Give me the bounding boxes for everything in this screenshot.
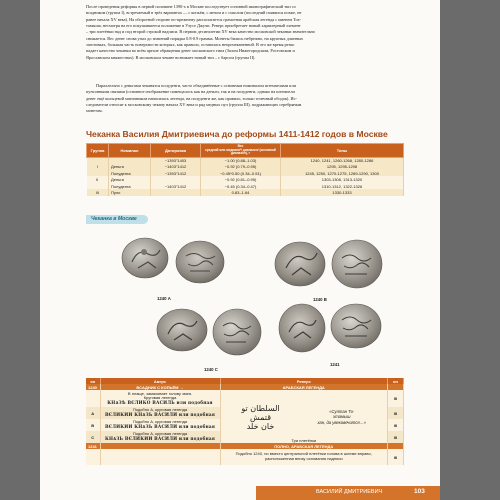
cell-group: I: [87, 164, 109, 170]
cell-types: 1310-1312, 1322-1326: [281, 183, 404, 189]
col-header-nominal: Номинал: [109, 144, 151, 158]
cell-date: ~1403"1412: [151, 164, 201, 170]
col-header-reverse: Реверс: [220, 378, 388, 384]
intro-line: падает качество чеканки во всём ареале обращения денег московского типа (Залом Нижегородским, Ростовском и: [86, 48, 295, 54]
intro-line: всадником (группа I), встречаемый в трёх вариантах — с копьём, с мечом и с соколом (последний появился позже, не: [86, 10, 302, 16]
intro-line: После проведения реформы в первой половине 1390-х в Москве последствует основной иконографический тип со: [86, 4, 296, 9]
band-obverse-title: ВСАДНИК С КОПЬЁМ →: [100, 384, 220, 390]
coin-label-1241: 1241: [330, 362, 340, 367]
coin-1240c-obverse: [157, 309, 207, 351]
section-title: Чеканка Василия Дмитриевича до реформы 1411-1412 годов в Москве: [86, 129, 388, 139]
cell-obverse: [100, 449, 220, 465]
cell-grade: III: [388, 419, 404, 431]
band-reverse-title: ПОЛНО, АРАБСКАЯ ЛЕГЕНДА: [220, 443, 388, 449]
intro-line: Ярославском княжествах). В московском чекане возникает новый тип – с барсом (группа II).: [86, 54, 256, 60]
para2-line: монетам.: [86, 108, 103, 114]
col-header-group: Группа: [87, 144, 109, 158]
arabic-line: قتمش: [249, 412, 272, 422]
coin-label-1240b: 1240 B: [313, 297, 327, 302]
cell-types: 1330-1333: [281, 189, 404, 195]
cell-weight: 0.83–1.64: [201, 189, 281, 195]
band-type-number: 1241: [86, 443, 100, 449]
cell-obverse: [100, 431, 220, 443]
cell-nominal: Полуденга: [109, 170, 151, 176]
table-row: [86, 390, 404, 407]
cell-id: [86, 449, 100, 465]
obverse-legend-label: Круговая легенда: [143, 395, 177, 401]
coin-label-1240a: 1240 А: [157, 296, 171, 301]
arabic-line: خان خلد: [246, 421, 275, 431]
coin-1241-obverse: [279, 304, 325, 352]
coin-1240b-reverse: [332, 240, 382, 288]
coin-1241-reverse: [331, 304, 381, 348]
cell-date: [151, 189, 201, 195]
intro-paragraph: [86, 4, 404, 61]
cell-weight: ~0.92 (0.79–0.95): [201, 164, 281, 170]
cell-obverse: [100, 407, 220, 419]
minting-table: [86, 143, 404, 196]
para2-line: денег ещё кольцевой матичником нанасилась легенда, на полуденги же, как правило, только точечный ободок). Ис-: [86, 95, 297, 101]
cell-grade: III: [388, 390, 404, 407]
coin-1240a-reverse: [176, 241, 224, 283]
intro-line: ранее начала XV века). На оборотной стороне по-прежнему располагается грамотная арабская легенда с именем Тох-: [86, 16, 302, 22]
cell-nominal: Деньга: [109, 164, 151, 170]
cell-id: A: [86, 407, 100, 419]
obverse-desc: Подобно A, круговая легенда: [132, 431, 188, 437]
table-row: [87, 189, 404, 195]
band-reverse-title: АРАБСКАЯ ЛЕГЕНДА: [220, 384, 388, 390]
cell-reverse: [220, 390, 388, 443]
cell-date: ~1403"1412: [151, 183, 201, 189]
cell-id: [86, 390, 100, 407]
para2-line: следователи относят к московскому чекану начала XV века и ряд медных пул (группа III), подражающих серебряным: [86, 102, 302, 108]
page-number: 103: [414, 488, 425, 495]
col-header-weight: Вес средний или медиана*/ диапазон/ (основной диапазон), г: [201, 144, 281, 158]
para2-line: пунсонными связями (основное изображение помещалось как на деньги, так и на полуденги, однако на штемпели: [86, 89, 295, 95]
running-head: ВАСИЛИЙ ДМИТРИЕВИЧ: [316, 489, 383, 495]
col-header-obverse: Аверс: [100, 378, 220, 384]
col-header-date: Датировка: [151, 144, 201, 158]
arabic-line: السلطان تو: [241, 403, 280, 413]
page-footer: [40, 486, 440, 500]
obverse-legend: КНѦЗЬ ВЄЛИКИИ ВАСИЛИ или подобная: [104, 436, 216, 441]
table-row: [86, 449, 404, 465]
cell-obverse: [100, 390, 220, 407]
cell-date: ~1393"1403: [151, 157, 201, 163]
coin-1240b-obverse: [275, 242, 325, 286]
intro-line: снижается. Вес денег снова упал до значений порядка 0.8-0.9 грамма. Монеты бились небрежно, на крупных длинных: [86, 35, 304, 41]
cell-date: ~1393"1412: [151, 170, 201, 176]
cell-group: II: [87, 176, 109, 182]
col-header-num: ян: [86, 378, 100, 384]
intro-line: заготовках, большая часть поверхности которых, как правило, оставалась непрочеканенной. В это же время резко: [86, 42, 295, 48]
obverse-legend: ВЄЛИКИИ КНѦЗЬ ВАСИЛИ или подобная: [104, 424, 216, 429]
cell-types: 1303-1308, 1313-1320: [281, 176, 404, 182]
obverse-desc: В плаще, замахивает голову змея.: [127, 390, 193, 396]
cell-nominal: Пуло: [109, 189, 151, 195]
book-page: [40, 0, 440, 500]
cell-types: 1295, 1295-1298: [281, 164, 404, 170]
cell-nominal: Полуденга: [109, 183, 151, 189]
reverse-note: Три плетёнки: [291, 438, 317, 443]
cell-obverse: [100, 419, 220, 431]
cell-weight: ~0.92 (0.81–0.95): [201, 176, 281, 182]
obverse-legend: КНѦЗѢ ВЄЛИКО ВАСИЛЬ или подобная: [107, 399, 213, 405]
second-paragraph: [86, 83, 404, 115]
cell-grade: III: [388, 431, 404, 443]
intro-line: тамыша, несмотря на его покушавшееся положение в Улусе Джучи. Реверс приобретает новый характерный элемент: [86, 23, 301, 29]
intro-line: – три плетёнки над и под второй строкой надписи. В первом десятилетии XV века качество московской чеканки значительно: [86, 29, 315, 35]
cell-id: B: [86, 419, 100, 431]
col-header-grade: ян: [388, 378, 404, 384]
section-tag: Чеканка в Москве: [86, 215, 148, 224]
cell-weight: ~0.45 (0.34–0.47): [201, 183, 281, 189]
col-header-types: Типы: [281, 144, 404, 158]
types-table: [86, 378, 404, 465]
cell-id: C: [86, 431, 100, 443]
para2-line: Параллельно с деньгами чеканятся полуденги, часто объединённые с основным номиналом штемпелями или: [96, 83, 296, 88]
coin-1240c-reverse: [213, 309, 261, 355]
cell-weight: ~0.45*0.50 (0.34–0.51): [201, 170, 281, 176]
cell-types: 1240, 1241, 1260-1268, 1280-1286: [281, 157, 404, 163]
cell-reverse: Подобно 1240, но вместо центральной плетёнки голова в шлеме вправо, расположенная внизу основания надписи: [220, 449, 388, 465]
cell-group: III: [87, 189, 109, 195]
cell-types: 1245, 1250, 1270-1275, 1289-1290, 1300: [281, 170, 404, 176]
cell-nominal: Деньга: [109, 176, 151, 182]
cell-grade: III: [388, 449, 404, 465]
obverse-legend: ВЄЛИКИИ КНѦЗЬ ВАСИЛИ или подобная: [104, 412, 216, 417]
obverse-desc: Подобно A, круговая легенда: [132, 419, 188, 425]
reverse-translation: «Султан То- хтамыш хан, да увековечится…»: [317, 408, 367, 425]
cell-grade: III: [388, 407, 404, 419]
reverse-arabic-legend: [241, 404, 279, 431]
band-type-number: 1240: [86, 384, 100, 390]
obverse-desc: Подобно A, круговая легенда: [132, 407, 188, 413]
coin-1240a-obverse: [122, 238, 168, 278]
coin-label-1240c: 1240 C: [204, 367, 218, 372]
cell-weight: ~1.00 (0.88–1.03): [201, 157, 281, 163]
